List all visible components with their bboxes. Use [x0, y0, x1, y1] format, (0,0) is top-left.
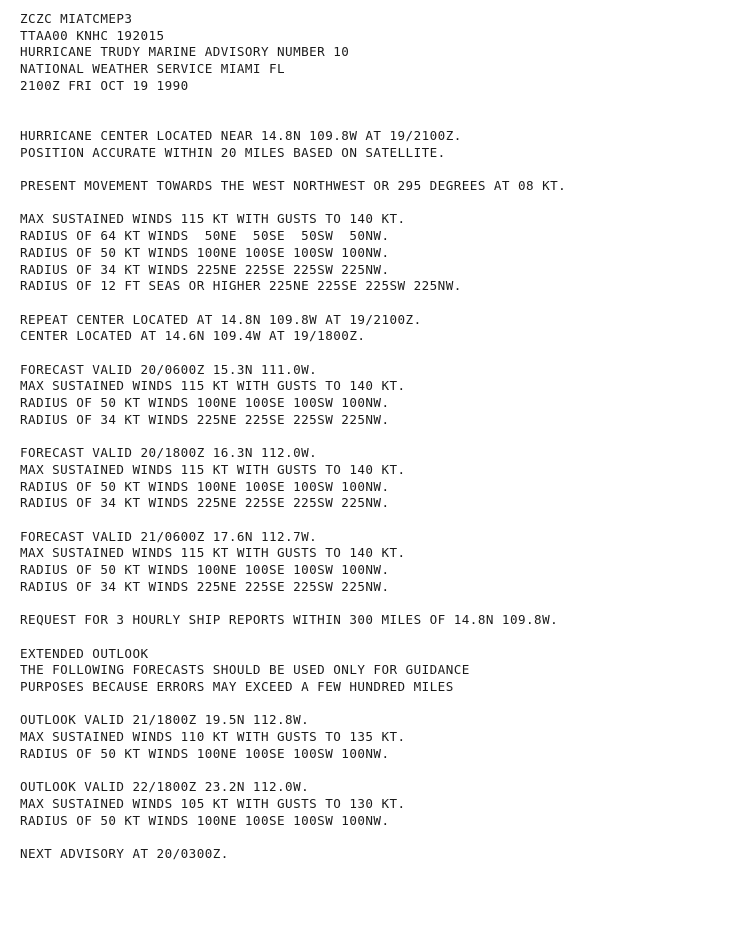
advisory-title: HURRICANE TRUDY MARINE ADVISORY NUMBER 10 — [20, 44, 350, 60]
movement-section — [20, 178, 745, 195]
section-line: MAX SUSTAINED WINDS 115 KT WITH GUSTS TO 140 KT. — [20, 211, 406, 227]
section-line: REPEAT CENTER LOCATED AT 14.8N 109.8W AT 19/2100Z. — [20, 311, 422, 327]
section-line: OUTLOOK VALID 21/1800Z 19.5N 112.8W. — [20, 712, 310, 728]
section-line: POSITION ACCURATE WITHIN 20 MILES BASED ON SATELLITE. — [20, 144, 446, 160]
section-line: MAX SUSTAINED WINDS 115 KT WITH GUSTS TO 140 KT. — [20, 545, 406, 561]
repeat-center-section — [20, 312, 745, 345]
extended-outlook-section — [20, 646, 745, 696]
section-line: CENTER LOCATED AT 14.6N 109.4W AT 19/1800Z. — [20, 328, 366, 344]
header-line: ZCZC MIATCMEP3 — [20, 11, 133, 26]
section-line: FORECAST VALID 20/0600Z 15.3N 111.0W. — [20, 361, 318, 377]
section-line: OUTLOOK VALID 22/1800Z 23.2N 112.0W. — [20, 779, 310, 795]
section-line: RADIUS OF 12 FT SEAS OR HIGHER 225NE 225SE 225SW 225NW. — [20, 278, 462, 294]
advisory-header — [20, 11, 745, 95]
section-line: HURRICANE CENTER LOCATED NEAR 14.8N 109.8W AT 19/2100Z. — [20, 127, 462, 143]
center-position-section — [20, 128, 745, 161]
section-line: RADIUS OF 50 KT WINDS 100NE 100SE 100SW 100NW. — [20, 745, 390, 761]
issue-time: 2100Z FRI OCT 19 1990 — [20, 77, 189, 93]
section-line: FORECAST VALID 20/1800Z 16.3N 112.0W. — [20, 445, 318, 461]
section-line: RADIUS OF 34 KT WINDS 225NE 225SE 225SW 225NW. — [20, 578, 390, 594]
section-line: RADIUS OF 34 KT WINDS 225NE 225SE 225SW 225NW. — [20, 261, 390, 277]
section-line: RADIUS OF 34 KT WINDS 225NE 225SE 225SW 225NW. — [20, 411, 390, 427]
section-line: PRESENT MOVEMENT TOWARDS THE WEST NORTHWEST OR 295 DEGREES AT 08 KT. — [20, 178, 567, 193]
section-line: MAX SUSTAINED WINDS 105 KT WITH GUSTS TO 130 KT. — [20, 795, 406, 811]
ship-request-section — [20, 612, 745, 629]
section-line: FORECAST VALID 21/0600Z 17.6N 112.7W. — [20, 528, 318, 544]
outlook-section — [20, 712, 745, 762]
advisory-document — [20, 11, 745, 879]
issuing-office: NATIONAL WEATHER SERVICE MIAMI FL — [20, 61, 286, 77]
section-line: MAX SUSTAINED WINDS 110 KT WITH GUSTS TO 135 KT. — [20, 729, 406, 745]
section-line: NEXT ADVISORY AT 20/0300Z. — [20, 845, 229, 861]
section-line: RADIUS OF 50 KT WINDS 100NE 100SE 100SW 100NW. — [20, 562, 390, 578]
next-advisory-section — [20, 846, 745, 863]
forecast-section — [20, 529, 745, 596]
section-line: RADIUS OF 64 KT WINDS 50NE 50SE 50SW 50NW. — [20, 228, 390, 244]
section-line: RADIUS OF 50 KT WINDS 100NE 100SE 100SW 100NW. — [20, 812, 390, 828]
section-line: RADIUS OF 50 KT WINDS 100NE 100SE 100SW 100NW. — [20, 478, 390, 494]
current-winds-section — [20, 211, 745, 295]
section-line: EXTENDED OUTLOOK — [20, 645, 149, 661]
section-line: MAX SUSTAINED WINDS 115 KT WITH GUSTS TO 140 KT. — [20, 461, 406, 477]
section-line: RADIUS OF 50 KT WINDS 100NE 100SE 100SW 100NW. — [20, 244, 390, 260]
header-line: TTAA00 KNHC 192015 — [20, 27, 165, 43]
forecast-section — [20, 445, 745, 512]
section-line: RADIUS OF 34 KT WINDS 225NE 225SE 225SW 225NW. — [20, 495, 390, 511]
forecast-section — [20, 362, 745, 429]
section-line: RADIUS OF 50 KT WINDS 100NE 100SE 100SW 100NW. — [20, 395, 390, 411]
section-line: PURPOSES BECAUSE ERRORS MAY EXCEED A FEW HUNDRED MILES — [20, 678, 454, 694]
outlook-section — [20, 779, 745, 829]
section-line: THE FOLLOWING FORECASTS SHOULD BE USED ONLY FOR GUIDANCE — [20, 662, 470, 678]
section-line: MAX SUSTAINED WINDS 115 KT WITH GUSTS TO 140 KT. — [20, 378, 406, 394]
section-line: REQUEST FOR 3 HOURLY SHIP REPORTS WITHIN 300 MILES OF 14.8N 109.8W. — [20, 612, 559, 628]
